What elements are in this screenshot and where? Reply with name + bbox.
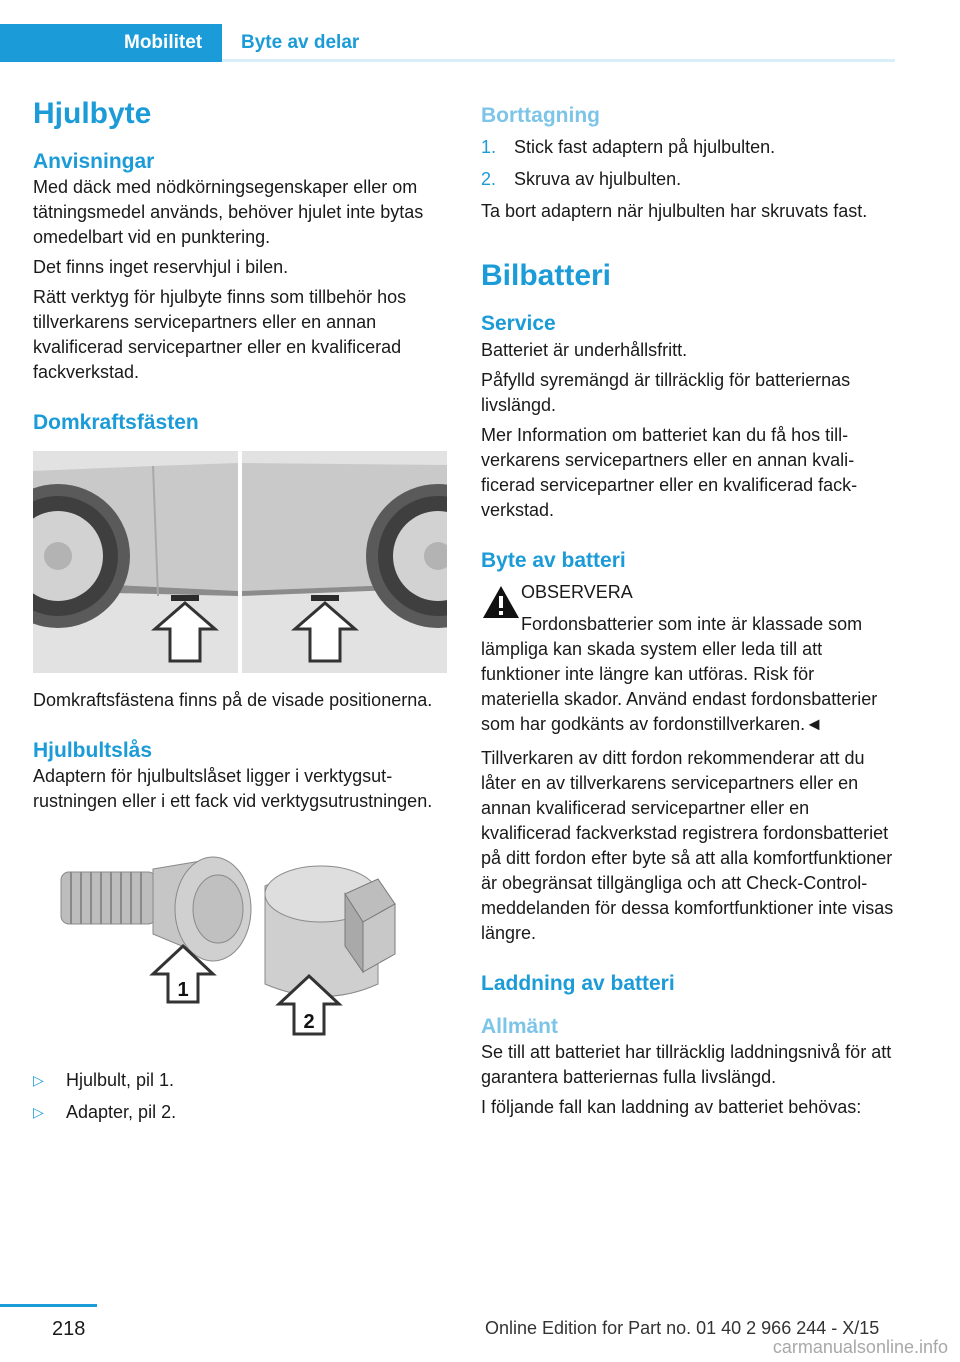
- jack-points-image: [33, 451, 447, 673]
- list-item: ▷ Hjulbult, pil 1.: [33, 1068, 447, 1093]
- arrow-label-1: 1: [177, 978, 189, 1001]
- arrow-label-2: 2: [303, 1010, 315, 1033]
- heading-laddning-av-batteri: Laddning av batteri: [481, 971, 675, 995]
- list-item: ▷ Adapter, pil 2.: [33, 1100, 447, 1125]
- subsection-tab[interactable]: Byte av delar: [241, 32, 360, 53]
- paragraph: Se till att batteriet har tillräcklig laddningsnivå för att garantera batteriernas fulla livslängd.: [481, 1042, 892, 1088]
- chapter-title-bilbatteri: Bilbatteri: [481, 259, 612, 293]
- chapter-title-hjulbyte: Hjulbyte: [33, 97, 152, 130]
- left-column: [33, 96, 447, 1132]
- paragraph: Tillverkaren av ditt fordon rekommenderar att du låter en av tillverkarens servicepartners eller en annan kvalificerad servicepartner eller en kvalificerad fackverkstad registrera fordonsbatteriet på ditt fordon efter byte så att alla komfortfunktioner är obegränsat tillgängliga och att Check-Control-meddelanden för dessa komfortfunktioner inte visas längre.: [481, 747, 894, 943]
- step-item: 2. Skruva av hjulbulten.: [481, 169, 682, 190]
- warning-triangle-icon: [481, 584, 521, 620]
- paragraph: Batteriet är underhållsfritt.: [481, 339, 688, 360]
- footer-rule: [0, 1304, 97, 1307]
- right-column: [481, 102, 895, 1120]
- triangle-bullet-icon: ▷: [33, 1103, 44, 1120]
- paragraph: I följande fall kan laddning av batteriet behövas:: [481, 1097, 862, 1118]
- page-number: 218: [52, 1318, 86, 1340]
- paragraph: Det finns inget reservhjul i bilen.: [33, 257, 289, 278]
- warning-title: OBSERVERA: [521, 581, 633, 602]
- paragraph: Adaptern för hjulbultslåset ligger i verktygsutrustningen eller i ett fack vid verktygsutrustningen.: [33, 765, 433, 811]
- watermark: carmanualsonline.info: [772, 1337, 948, 1357]
- paragraph: Påfylld syremängd är tillräcklig för batteriernas livslängd.: [481, 369, 851, 415]
- paragraph: Ta bort adaptern när hjulbulten har skruvats fast.: [481, 201, 868, 222]
- triangle-bullet-icon: ▷: [33, 1071, 44, 1088]
- warning-text: Fordonsbatterier som inte är klassade som lämpliga kan skada system eller leda till att funktioner inte längre kan utföras. Risk för materiella skador. Använd endast fordonsbatterier som har godkänts av fordonstillverkaren.◄: [481, 613, 878, 734]
- heading-borttagning: Borttagning: [481, 104, 600, 127]
- warning-block: [481, 580, 895, 737]
- heading-anvisningar: Anvisningar: [33, 150, 155, 173]
- step-item: 1. Stick fast adaptern på hjulbulten.: [481, 137, 776, 158]
- paragraph: Mer Information om batteriet kan du få hos tillverkarens servicepartners eller en annan kvalificerad servicepartner eller en kvalificerad fackverkstad.: [481, 424, 858, 520]
- numbered-steps: [481, 135, 895, 192]
- paragraph: Med däck med nödkörningsegenskaper eller om tätningsmedel används, behöver hjulet inte bytas omedelbart vid en punktering.: [33, 177, 424, 248]
- heading-service: Service: [481, 312, 556, 336]
- section-tab[interactable]: Mobilitet: [0, 24, 222, 62]
- wheel-bolt-image: [33, 854, 447, 1049]
- heading-domkraftsfasten: Domkraftsfästen: [33, 411, 199, 435]
- heading-byte-av-batteri: Byte av batteri: [481, 548, 626, 572]
- paragraph: Rätt verktyg för hjulbyte finns som tillbehör hos tillverkarens servicepartners eller en annan kvalificerad servicepartner eller en kvalificerad fackverkstad.: [33, 287, 407, 383]
- heading-hjulbultslas: Hjulbultslås: [33, 738, 153, 762]
- header-rule: [222, 59, 895, 62]
- page-header: [0, 24, 895, 62]
- image-caption: Domkraftsfästena finns på de visade positionerna.: [33, 689, 433, 710]
- edition-text: Online Edition for Part no. 01 40 2 966 244 - X/15: [485, 1318, 880, 1338]
- bullet-list: [33, 1068, 447, 1125]
- heading-allmant: Allmänt: [481, 1015, 559, 1039]
